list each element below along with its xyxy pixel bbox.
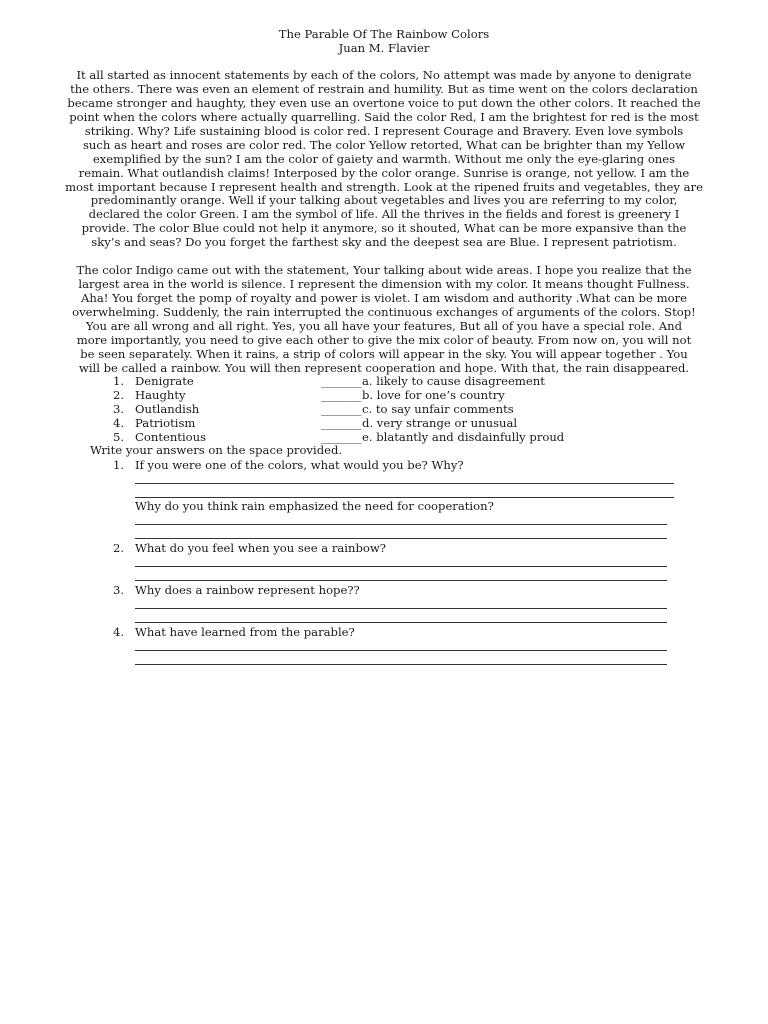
- vocabulary-definition: a. likely to cause disagreement: [362, 374, 545, 388]
- question-number: 1.: [112, 458, 124, 472]
- answer-blank: _______: [321, 401, 362, 416]
- answer-line[interactable]: [135, 524, 667, 525]
- paragraph-line: striking. Why? Life sustaining blood is color red. I represent Courage and Bravery. Even love symbols: [84, 123, 684, 138]
- vocabulary-term: Denigrate: [135, 374, 194, 388]
- paragraph-line: largest area in the world is silence. I represent the dimension with my color. It means thought Fullness.: [78, 276, 690, 291]
- story-paragraph-2: [0, 264, 768, 376]
- answer-line[interactable]: [135, 622, 667, 623]
- paragraph-line: became stronger and haughty, they even use an overtone voice to put down the other colors. It reached the: [67, 95, 701, 110]
- paragraph-line: predominantly orange. Well if your talking about vegetables and lives you are referring to my color,: [90, 193, 678, 208]
- answer-blank: _______: [321, 374, 362, 388]
- item-number: 3.: [112, 401, 124, 416]
- vocabulary-definition: d. very strange or unusual: [362, 415, 518, 430]
- paragraph-line: such as heart and roses are color red. The color Yellow retorted, What can be brighter than my Yellow: [82, 137, 686, 152]
- answer-blank: _______: [321, 415, 362, 430]
- vocabulary-item: [0, 375, 768, 389]
- answer-line[interactable]: [135, 580, 667, 581]
- vocabulary-term: Patriotism: [135, 415, 196, 430]
- item-number: 4.: [112, 415, 124, 430]
- paragraph-line: Aha! You forget the pomp of royalty and power is violet. I am wisdom and authority .What can be more: [81, 290, 687, 305]
- question-text: Why do you think rain emphasized the need for cooperation?: [135, 499, 494, 513]
- vocabulary-definition: b. love for one’s country: [362, 387, 505, 402]
- paragraph-line: declared the color Green. I am the symbol of life. All the thrives in the fields and forest is greenery I: [88, 207, 680, 222]
- paragraph-line: exemplified by the sun? I am the color of gaiety and warmth. Without me only the eye-glaring ones: [92, 151, 676, 166]
- paragraph-line: the others. There was even an element of restrain and humility. But as time went on the colors declaration: [70, 81, 698, 96]
- paragraph-line: remain. What outlandish claims! Interposed by the color orange. Sunrise is orange, not yellow. I am the: [78, 165, 690, 180]
- question-number: 4.: [112, 625, 124, 639]
- item-number: 1.: [112, 374, 124, 388]
- vocabulary-term: Outlandish: [135, 401, 200, 416]
- paragraph-line: point when the colors where actually quarrelling. Said the color Red, I am the brightest for red is the most: [69, 109, 699, 124]
- paragraph-line: The color Indigo came out with the statement, Your talking about wide areas. I hope you realize that the: [76, 263, 692, 277]
- item-number: 5.: [112, 429, 124, 444]
- vocabulary-item: [0, 417, 768, 431]
- question-text: Why does a rainbow represent hope??: [135, 583, 360, 597]
- answer-line[interactable]: [135, 650, 667, 651]
- question-text: What have learned from the parable?: [135, 625, 355, 639]
- question-text: If you were one of the colors, what would you be? Why?: [135, 458, 464, 472]
- item-number: 2.: [112, 387, 124, 402]
- vocabulary-item: [0, 403, 768, 417]
- vocabulary-item: [0, 389, 768, 403]
- vocabulary-definition: e. blatantly and disdainfully proud: [362, 429, 565, 444]
- answer-line[interactable]: [135, 497, 674, 498]
- paragraph-line: You are all wrong and all right. Yes, you all have your features, But all of you have a special role. And: [85, 318, 683, 333]
- answer-blank: _______: [321, 429, 362, 444]
- answer-line[interactable]: [135, 664, 667, 665]
- question-number: 2.: [112, 541, 124, 555]
- answer-blank: _______: [321, 387, 362, 402]
- story-paragraph-1: [0, 69, 768, 250]
- answer-line[interactable]: [135, 566, 667, 567]
- vocabulary-definition: c. to say unfair comments: [362, 401, 514, 416]
- paragraph-line: It all started as innocent statements by each of the colors, No attempt was made by anyone to denigrate: [76, 68, 692, 82]
- vocabulary-term: Contentious: [135, 429, 207, 444]
- document-title: The Parable Of The Rainbow Colors: [278, 27, 490, 41]
- paragraph-line: provide. The color Blue could not help it anymore, so it shouted, What can be more expansive than the: [81, 221, 687, 236]
- paragraph-line: be seen separately. When it rains, a strip of colors will appear in the sky. You will appear together . You: [80, 346, 688, 361]
- paragraph-line: will be called a rainbow. You will then represent cooperation and hope. With that, the rain disappeared.: [78, 360, 690, 375]
- answer-instructions: Write your answers on the space provided.: [90, 443, 343, 457]
- vocabulary-matching-list: [0, 375, 768, 445]
- paragraph-line: more importantly, you need to give each other to give the mix color of beauty. From now on, you will not: [76, 332, 692, 347]
- paragraph-line: overwhelming. Suddenly, the rain interrupted the continuous exchanges of arguments of the colors. Stop!: [72, 304, 696, 319]
- question-number: 3.: [112, 583, 124, 597]
- vocabulary-term: Haughty: [135, 387, 186, 402]
- answer-line[interactable]: [135, 608, 667, 609]
- answer-line[interactable]: [135, 483, 674, 484]
- question-text: What do you feel when you see a rainbow?: [135, 541, 387, 555]
- answer-line[interactable]: [135, 538, 667, 539]
- paragraph-line: most important because I represent health and strength. Look at the ripened fruits and vegetables, they are: [65, 179, 703, 194]
- document-author: Juan M. Flavier: [338, 41, 430, 55]
- paragraph-line: sky’s and seas? Do you forget the farthest sky and the deepest sea are Blue. I represent patriotism.: [91, 235, 677, 250]
